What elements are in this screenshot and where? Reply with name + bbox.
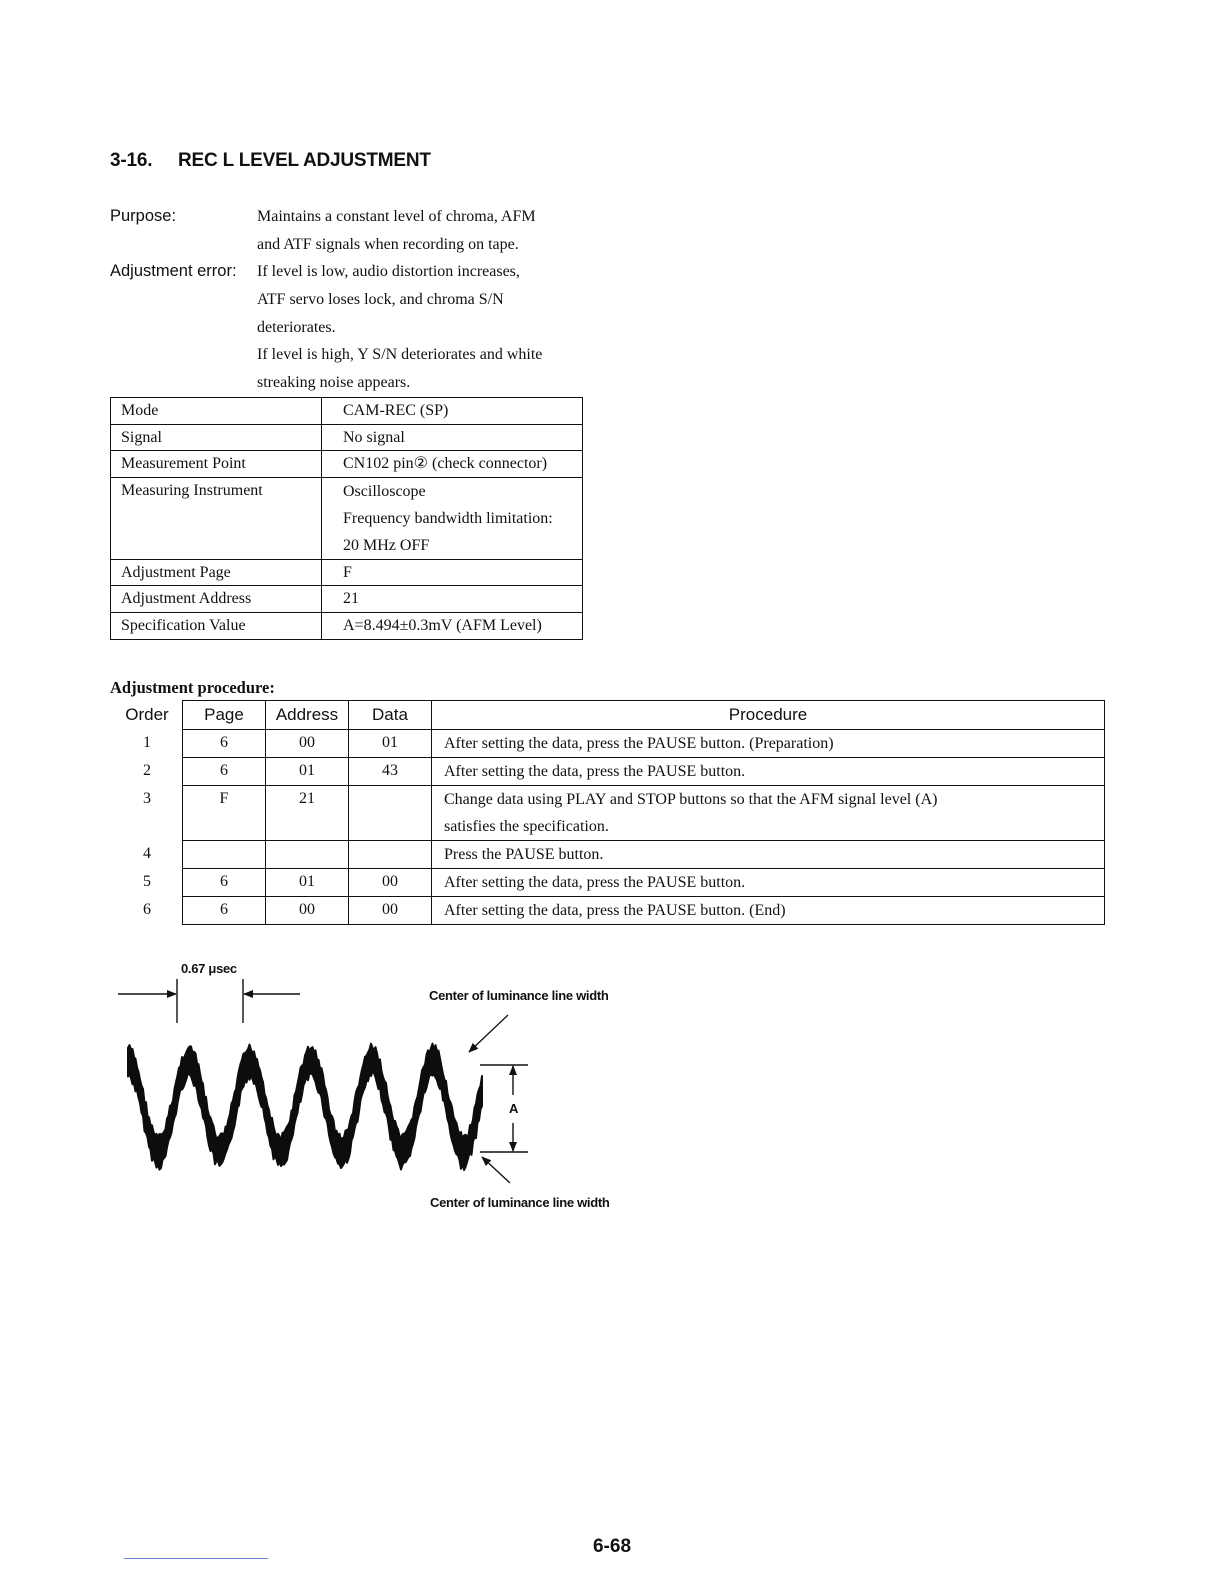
header-data: Data xyxy=(349,701,432,730)
order-cell: 1 xyxy=(143,733,151,751)
address-cell xyxy=(266,841,349,869)
bottom-center-label: Center of luminance line width xyxy=(430,1195,610,1210)
leader-arrows xyxy=(469,1015,510,1183)
spec-row-adjustment-address xyxy=(111,586,583,613)
procedure-cell: Press the PAUSE button. xyxy=(432,841,1105,869)
spec-value: CAM-REC (SP) xyxy=(322,398,583,425)
page-cell: 6 xyxy=(183,897,266,925)
error-line: ATF servo loses lock, and chroma S/N xyxy=(257,290,504,308)
spec-value-line: Oscilloscope xyxy=(343,482,426,500)
purpose-text xyxy=(257,203,536,259)
spec-value: CN102 pin② (check connector) xyxy=(322,451,583,478)
procedure-header-row xyxy=(112,701,1105,730)
top-center-label: Center of luminance line width xyxy=(429,988,609,1003)
table-row xyxy=(112,758,1105,786)
page-cell: 6 xyxy=(183,730,266,758)
procedure-cell: After setting the data, press the PAUSE button. (End) xyxy=(432,897,1105,925)
spec-label: Mode xyxy=(111,398,322,425)
amplitude-label: A xyxy=(509,1101,519,1116)
page-cell: F xyxy=(183,786,266,841)
error-line: streaking noise appears. xyxy=(257,374,411,392)
spec-value-line: 20 MHz OFF xyxy=(343,536,430,554)
data-cell: 00 xyxy=(349,897,432,925)
header-procedure: Procedure xyxy=(432,701,1105,730)
spec-value: 21 xyxy=(322,586,583,613)
spec-value: A=8.494±0.3mV (AFM Level) xyxy=(322,612,583,639)
spec-row-mode xyxy=(111,398,583,425)
data-cell: 00 xyxy=(349,869,432,897)
header-page: Page xyxy=(183,701,266,730)
table-row xyxy=(112,897,1105,925)
data-cell xyxy=(349,786,432,841)
procedure-cell: After setting the data, press the PAUSE button. xyxy=(432,869,1105,897)
spec-label: Specification Value xyxy=(111,612,322,639)
data-cell xyxy=(349,841,432,869)
spec-table xyxy=(110,397,583,640)
waveform-diagram xyxy=(100,975,560,1190)
error-line: If level is low, audio distortion increases, xyxy=(257,263,520,280)
page-cell: 6 xyxy=(183,869,266,897)
spec-label: Adjustment Page xyxy=(111,559,322,586)
table-row xyxy=(112,841,1105,869)
spec-label: Measuring Instrument xyxy=(111,477,322,559)
spec-row-specification-value xyxy=(111,612,583,639)
address-cell: 21 xyxy=(266,786,349,841)
order-cell: 5 xyxy=(143,872,151,890)
error-line: deteriorates. xyxy=(257,318,336,336)
procedure-cell: After setting the data, press the PAUSE button. (Preparation) xyxy=(432,730,1105,758)
order-cell: 4 xyxy=(143,844,151,862)
amplitude-arrow xyxy=(480,1065,528,1152)
table-row xyxy=(112,730,1105,758)
order-cell: 6 xyxy=(143,900,151,918)
procedure-line: satisfies the specification. xyxy=(444,818,609,835)
spec-value xyxy=(322,477,583,559)
spec-value: No signal xyxy=(322,424,583,451)
section-title xyxy=(110,150,431,172)
address-cell: 00 xyxy=(266,897,349,925)
address-cell: 01 xyxy=(266,758,349,786)
procedure-cell: After setting the data, press the PAUSE button. xyxy=(432,758,1105,786)
data-cell: 43 xyxy=(349,758,432,786)
procedure-cell xyxy=(432,786,1105,841)
procedure-line: Change data using PLAY and STOP buttons so that the AFM signal level (A) xyxy=(444,791,938,808)
purpose-line: and ATF signals when recording on tape. xyxy=(257,235,519,253)
spec-value-line: Frequency bandwidth limitation: xyxy=(343,509,553,527)
adjustment-error-text xyxy=(257,258,542,397)
spec-row-measurement-point xyxy=(111,451,583,478)
page-number: 6-68 xyxy=(592,1536,632,1557)
header-order: Order xyxy=(125,705,169,724)
table-row xyxy=(112,786,1105,841)
table-row xyxy=(112,869,1105,897)
section-heading: REC L LEVEL ADJUSTMENT xyxy=(178,150,431,171)
footer-rule xyxy=(124,1558,268,1559)
order-cell: 2 xyxy=(143,761,151,779)
luminance-waveform xyxy=(128,1044,482,1170)
purpose-line: Maintains a constant level of chroma, AFM xyxy=(257,208,536,225)
order-cell: 3 xyxy=(143,789,151,807)
period-arrows xyxy=(118,979,300,1023)
purpose-label: Purpose: xyxy=(110,207,177,225)
spec-row-adjustment-page xyxy=(111,559,583,586)
spec-value: F xyxy=(322,559,583,586)
section-number: 3-16. xyxy=(110,150,153,171)
data-cell: 01 xyxy=(349,730,432,758)
spec-label: Adjustment Address xyxy=(111,586,322,613)
spec-row-measuring-instrument xyxy=(111,477,583,559)
procedure-table xyxy=(112,700,1105,925)
address-cell: 00 xyxy=(266,730,349,758)
page-cell xyxy=(183,841,266,869)
spec-label: Signal xyxy=(111,424,322,451)
header-address: Address xyxy=(266,701,349,730)
error-line: If level is high, Y S/N deteriorates and white xyxy=(257,346,543,364)
spec-label: Measurement Point xyxy=(111,451,322,478)
spec-row-signal xyxy=(111,424,583,451)
adjustment-error-label: Adjustment error: xyxy=(110,262,237,280)
period-label: 0.67 μsec xyxy=(181,961,237,976)
procedure-title: Adjustment procedure: xyxy=(110,678,275,697)
page-cell: 6 xyxy=(183,758,266,786)
address-cell: 01 xyxy=(266,869,349,897)
